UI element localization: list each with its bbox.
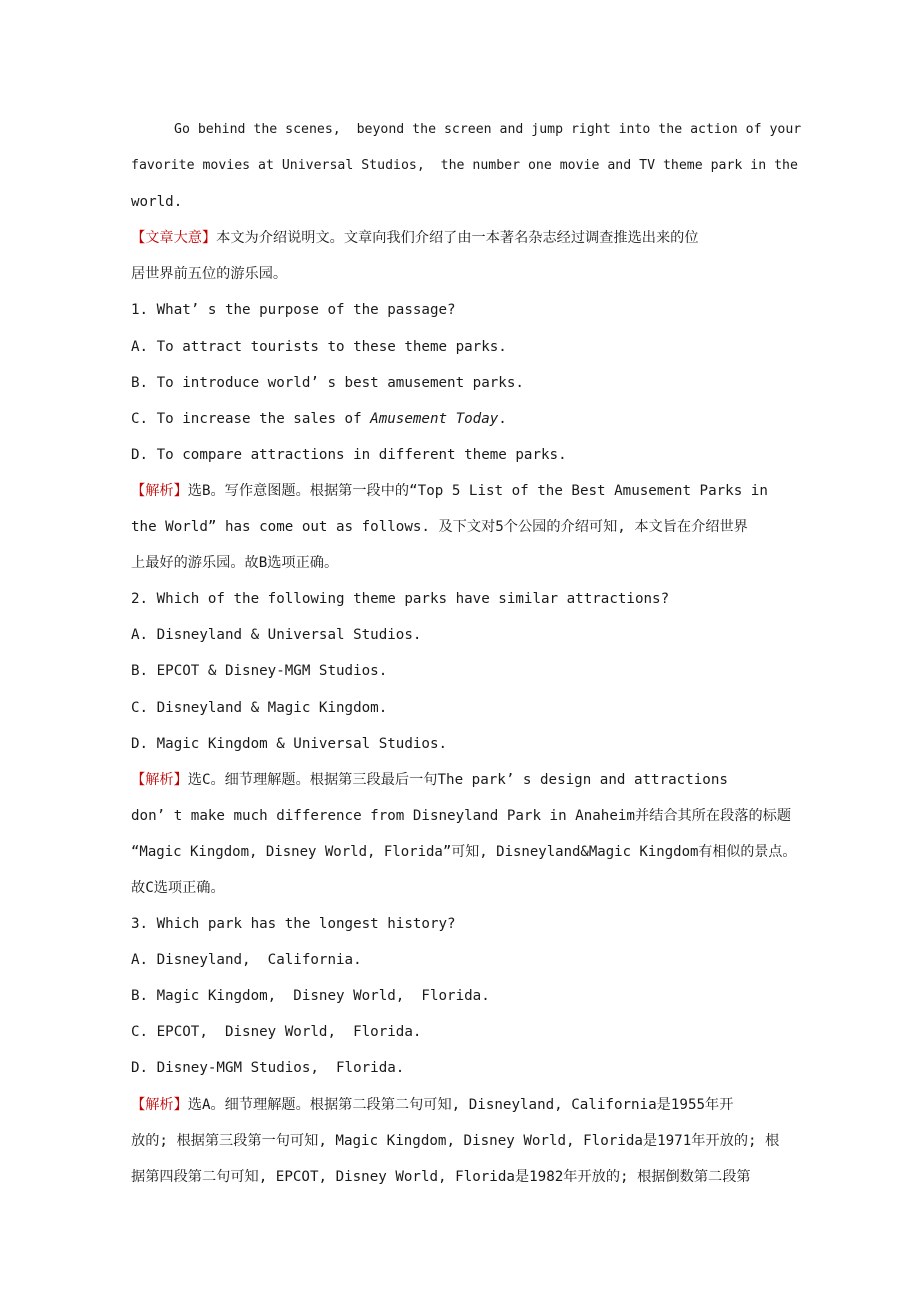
option-b: B. To introduce world’ s best amusement parks. (131, 374, 524, 391)
analysis-text: 选C。细节理解题。根据第三段最后一句The park’ s design and attractions (187, 771, 728, 788)
analysis-line (131, 473, 803, 509)
analysis-tag: 【解析】 (131, 771, 188, 788)
analysis-line: 放的; 根据第三段第一句可知, Magic Kingdom, Disney World, Florida是1971年开放的; 根 (131, 1132, 780, 1149)
analysis-tag: 【解析】 (131, 1096, 188, 1113)
option-a: A. Disneyland, California. (131, 952, 362, 969)
option-c-prefix: C. To increase the sales of (131, 410, 371, 427)
option-a: A. Disneyland & Universal Studios. (131, 627, 422, 644)
analysis-line: 上最好的游乐园。故B选项正确。 (131, 555, 339, 572)
analysis-tag: 【解析】 (131, 482, 188, 499)
question-stem: 1. What’ s the purpose of the passage? (131, 302, 456, 319)
option-d: D. Magic Kingdom & Universal Studios. (131, 735, 448, 752)
passage-line: favorite movies at Universal Studios, the number one movie and TV theme park in the (131, 158, 798, 174)
option-c: C. EPCOT, Disney World, Florida. (131, 1024, 422, 1041)
analysis-text: 选A。细节理解题。根据第二段第二句可知, Disneyland, California是1955年开 (187, 1096, 734, 1113)
analysis-line: 故C选项正确。 (131, 879, 225, 896)
analysis-line: the World” has come out as follows. 及下文对5个公园的介绍可知, 本文旨在介绍世界 (131, 519, 748, 536)
summary-line: 居世界前五位的游乐园。 (131, 266, 288, 283)
analysis-text: 选B。写作意图题。根据第一段中的“Top 5 List of the Best Amusement Parks in (187, 482, 768, 499)
analysis-line: 据第四段第二句可知, EPCOT, Disney World, Florida是1982年开放的; 根据倒数第二段第 (131, 1168, 751, 1185)
summary-tag: 【文章大意】 (131, 230, 217, 247)
analysis-line (131, 762, 803, 798)
option-c: C. Disneyland & Magic Kingdom. (131, 699, 388, 716)
question-stem: 3. Which park has the longest history? (131, 916, 456, 933)
option-c (131, 401, 803, 437)
option-b: B. EPCOT & Disney-MGM Studios. (131, 663, 388, 680)
passage-line: world. (131, 194, 183, 211)
question-stem: 2. Which of the following theme parks have similar attractions? (131, 591, 670, 608)
option-a: A. To attract tourists to these theme parks. (131, 338, 507, 355)
summary-text: 本文为介绍说明文。文章向我们介绍了由一本著名杂志经过调查推选出来的位 (216, 230, 699, 247)
option-d: D. Disney-MGM Studios, Florida. (131, 1060, 405, 1077)
analysis-line: “Magic Kingdom, Disney World, Florida”可知, Disneyland&Magic Kingdom有相似的景点。 (131, 843, 797, 860)
option-b: B. Magic Kingdom, Disney World, Florida. (131, 988, 490, 1005)
document-body (131, 112, 803, 1195)
option-d: D. To compare attractions in different theme parks. (131, 446, 567, 463)
magazine-title: Amusement Today (370, 410, 499, 427)
analysis-line: don’ t make much difference from Disneyland Park in Anaheim并结合其所在段落的标题 (131, 807, 792, 824)
option-c-suffix: . (498, 410, 507, 427)
summary-line (131, 220, 803, 256)
analysis-line (131, 1087, 803, 1123)
passage-line: Go behind the scenes, beyond the screen and jump right into the action of your (174, 122, 802, 137)
